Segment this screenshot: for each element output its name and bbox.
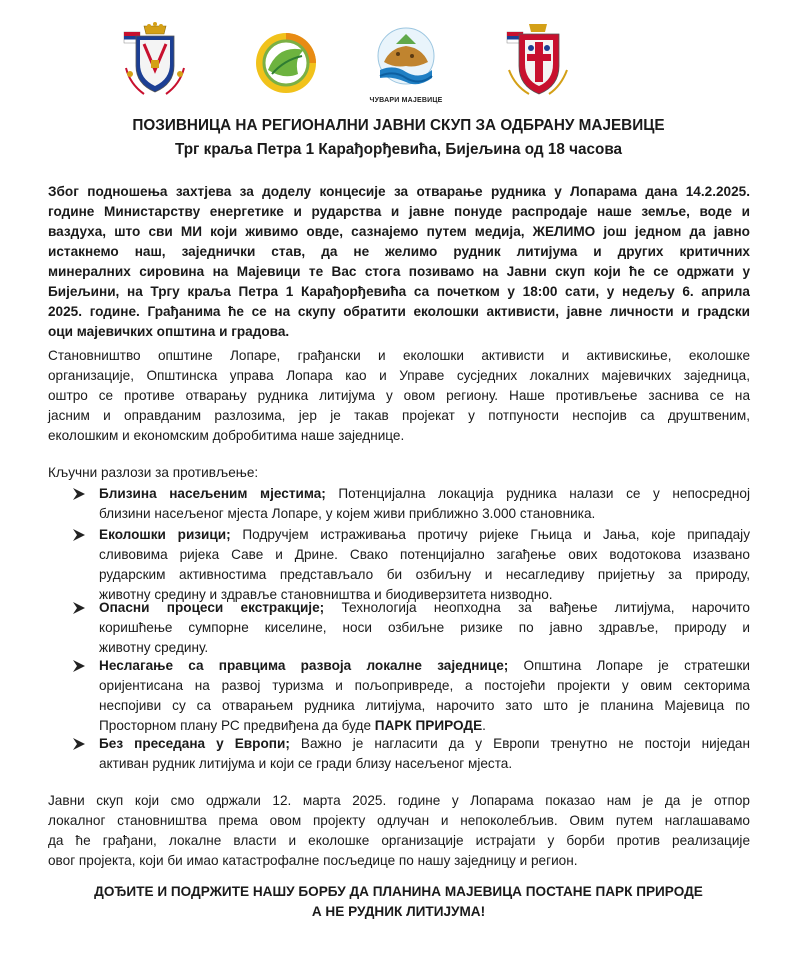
intro-line: ваздуха, што сви МИ који живимо овде, сазнајемо путем медија, ЖЕЛИМО још једном да јавно xyxy=(48,224,750,239)
closing-call-to-action-line2: А НЕ РУДНИК ЛИТИЈУМА! xyxy=(311,904,486,919)
reason-text: Технологија неопходна за вађење литијума, нарочито xyxy=(324,600,750,615)
chuvari-majevice-logo xyxy=(366,22,446,104)
arrow-bullet-icon xyxy=(72,656,86,676)
reason-title: Без преседана у Европи; xyxy=(99,736,290,751)
reason-text: животну средину и здравље становништва и биодиверзитета низводно. xyxy=(99,587,553,602)
coat-of-arms-logo-left xyxy=(122,22,188,100)
intro-line: Због подношења захтјева за доделу концесије за отварање рудника у Лопарама дана 14.2.2025. xyxy=(48,184,750,199)
population-line: оштро се противе отварању рудника литијума у овом региону. Наше противљење заснива се на xyxy=(48,388,750,403)
arrow-bullet-icon xyxy=(72,525,86,545)
chuvari-caption: ЧУВАРИ МАЈЕВИЦЕ xyxy=(369,97,443,104)
conclusion-line: да ће грађани, локалне власти и еколошке организације истрајати у борби против реализације xyxy=(48,833,750,848)
population-line: Становништво општине Лопаре, грађански и еколошки активисти и активискиње, еколошке xyxy=(48,348,750,363)
reasons-heading: Кључни разлози за противљење: xyxy=(48,465,259,480)
park-prirode-emphasis: ПАРК ПРИРОДЕ xyxy=(374,718,483,733)
reason-text: Подручјем истраживања протичу ријеке Гњица и Јања, које припадају xyxy=(230,527,750,542)
reason-text: близини насељеног мјеста Лопаре, у којем живи приближно 3.000 становника. xyxy=(99,506,596,521)
intro-line: 2025. године. Грађанима ће се на скупу обратити еколошки активисти, јавне личности и градски xyxy=(48,304,750,319)
reason-text: Важно је нагласити да у Европи тренутно не постоји ниједан xyxy=(289,736,750,751)
circular-emblem-logo xyxy=(254,30,318,96)
reason-text: сливовима ријека Саве и Дрине. Свако потенцијално загађење ових водотокова изазвано xyxy=(99,547,750,562)
reason-text: Потенцијална локација рудника налази се у непосредној xyxy=(325,486,750,501)
conclusion-paragraph xyxy=(48,791,750,871)
reason-title: Еколошки ризици; xyxy=(99,527,231,542)
intro-line: минералних сировина на Мајевици те Вас стога позивамо на Јавни скуп који ће се одржати у xyxy=(48,264,750,279)
intro-line: оци мајевичких општина и градова. xyxy=(48,324,290,339)
arrow-bullet-icon xyxy=(72,734,86,754)
reason-item xyxy=(72,598,750,658)
population-line: јасним и оправданим разлозима, јер је такав пројекат у потпуности неспојив са друштвеним, xyxy=(48,408,750,423)
reason-text: рударским активностима представљало би озбиљну и несагледиву пријетњу за природу, xyxy=(99,567,750,582)
reason-title: Опасни процеси екстракције; xyxy=(99,600,325,615)
reason-item xyxy=(72,525,750,605)
reason-text: активан рудник литијума и који се гради близу насељеног мјеста. xyxy=(99,756,513,771)
conclusion-line: овог пројекта, који би имао катастрофалне посљедице по нашу заједницу и регион. xyxy=(48,853,578,868)
reason-item xyxy=(72,484,750,524)
invitation-location: Трг краља Петра 1 Карађорђевића, Бијељина од 18 часова xyxy=(174,141,623,158)
invitation-title: ПОЗИВНИЦА НА РЕГИОНАЛНИ ЈАВНИ СКУП ЗА ОДБРАНУ МАЈЕВИЦЕ xyxy=(132,117,665,134)
reason-text: Просторном плану РС предвиђена да буде xyxy=(99,718,375,733)
intro-line: Бијељини, на Тргу краља Петра 1 Карађорђевића са почетком у 18:00 сати, у недељу 6. априла xyxy=(48,284,750,299)
chuvari-emblem-icon xyxy=(366,22,446,90)
reason-text: животну средину. xyxy=(99,640,209,655)
conclusion-line: локалног становништва према овом пројекту одлучан и непоколебљив. Овим путем наглашавамо xyxy=(48,813,750,828)
reason-text: неспојиви су са отварањем рудника литијума, нарочито зато што је планина Мајевица по xyxy=(99,698,750,713)
reason-text: коришћење сумпорне киселине, носи озбиљне ризике по јавно здравље, природу и xyxy=(99,620,750,635)
reason-text: оријентисана на развој туризма и пољопривреде, а постојећи пројекти у овим секторима xyxy=(99,678,750,693)
intro-line: године Министарству енергетике и рударства и јавне понуде распродаје наше земље, воде и xyxy=(48,204,750,219)
coat-of-arms-logo-right xyxy=(505,22,571,100)
arrow-bullet-icon xyxy=(72,484,86,504)
closing-call-to-action: ДОЂИТЕ И ПОДРЖИТЕ НАШУ БОРБУ ДА ПЛАНИНА МАЈЕВИЦА ПОСТАНЕ ПАРК ПРИРОДЕ xyxy=(94,884,703,899)
reason-item xyxy=(72,734,750,774)
reason-text: Општина Лопаре је стратешки xyxy=(508,658,750,673)
reason-text: . xyxy=(482,718,486,733)
population-line: еколошким и економским добробитима наше заједнице. xyxy=(48,428,405,443)
intro-line: истакнемо наш, заједнички став, да не желимо рудник литијума и других критичних xyxy=(48,244,750,259)
population-paragraph xyxy=(48,346,750,446)
reason-title: Неслагање са правцима развоја локалне заједнице; xyxy=(99,658,509,673)
population-line: организације, Општинска управа Лопара као и Управе сусједних локалних мајевичких заједница, xyxy=(48,368,750,383)
intro-paragraph xyxy=(48,182,750,342)
reason-item xyxy=(72,656,750,736)
reason-title: Близина насељеним мјестима; xyxy=(99,486,326,501)
arrow-bullet-icon xyxy=(72,598,86,618)
conclusion-line: Јавни скуп који смо одржали 12. марта 2025. године у Лопарама показао нам је да је отпор xyxy=(48,793,750,808)
